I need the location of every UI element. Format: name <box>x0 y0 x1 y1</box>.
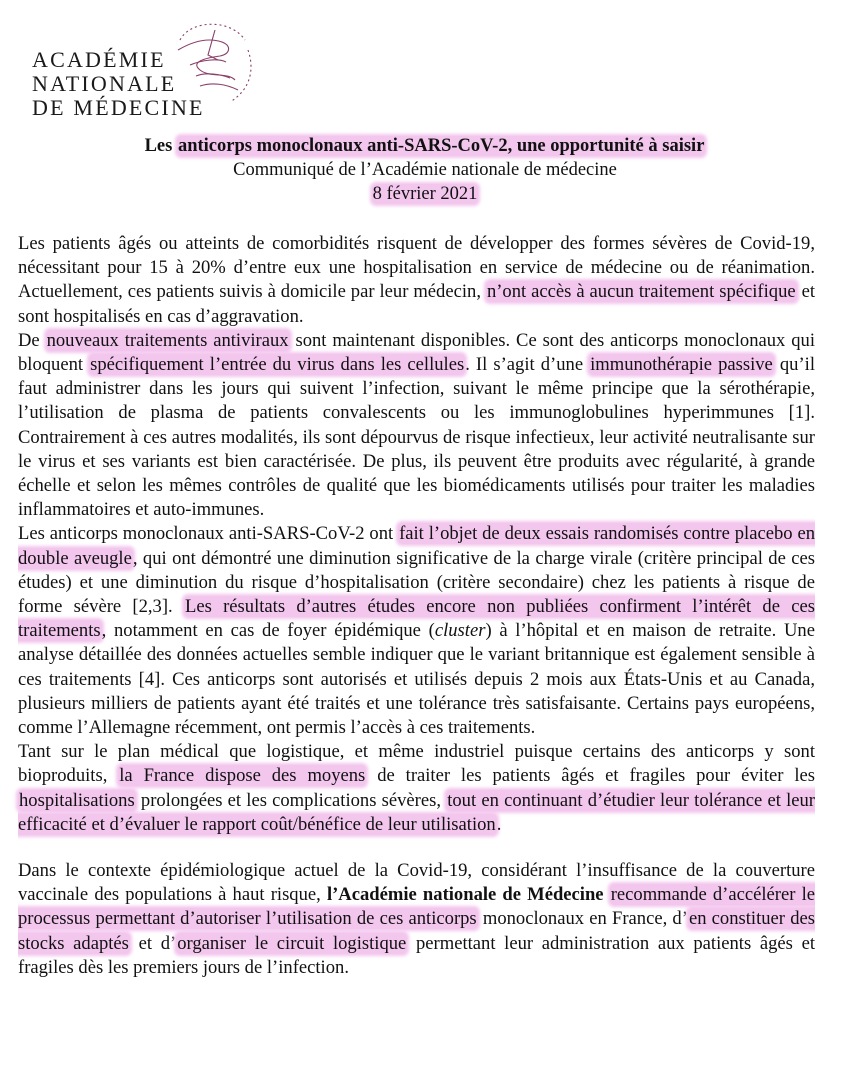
p2-segment: De <box>18 329 46 351</box>
p3-segment: fait l’objet de deux essais randomisés contre placebo en double aveugle <box>18 523 815 569</box>
p5-segment: recommande d’accélérer le processus permettant d’autoriser l’utilisation de ces anticorps <box>18 884 815 930</box>
paragraph-3 <box>18 522 815 740</box>
p5-segment: l’Académie nationale de Médecine <box>326 884 604 906</box>
document-body <box>18 232 815 980</box>
p3-segment: Les anticorps monoclonaux anti-SARS-CoV-2 ont <box>18 523 399 545</box>
p1-segment: n’ont accès à aucun traitement spécifique <box>486 281 796 303</box>
p4-segment: hospitalisations <box>19 789 135 811</box>
logo-line-2: NATIONALE <box>32 71 177 96</box>
p4-segment: la France dispose des moyens <box>119 765 366 787</box>
p4-segment: prolongées et les complications sévères, <box>135 789 447 811</box>
p3-segment: cluster <box>434 620 486 642</box>
logo-line-1: ACADÉMIE <box>32 47 166 72</box>
p2-segment: . Il s’agit d’une <box>465 354 590 376</box>
p4-segment: tout en continuant d’étudier leur tolérance et leur efficacité et d’évaluer le rapport coût/bénéfice de leur utilisation <box>18 789 815 835</box>
title-highlight: anticorps monoclonaux anti-SARS-CoV-2, une opportunité à saisir <box>177 136 705 156</box>
p5-segment: et d’ <box>129 932 177 954</box>
paragraph-2 <box>18 329 815 523</box>
p1-segment: Les patients âgés ou atteints de comorbidités risquent de développer des formes sévères de Covid-19, nécessitant pour 15 à 20% d’entre eux une hospitalisation en service de médecine ou de réanimation. Actuellement, ces patients suivis à domicile par leur médecin, <box>18 233 815 303</box>
p3-segment: ) à l’hôpital et en maison de retraite. Une analyse détaillée des données actuelles semble indiquer que le variant britannique est également sensible à ces traitements [4]. Ces anticorps sont autorisés et utilisés depuis 2 mois aux États-Unis et au Canada, plusieurs milliers de patients ayant été traités et une tolérance très satisfaisante. Certains pays européens, comme l’Allemagne récemment, ont permis l’accès à ces traitements. <box>18 620 815 739</box>
p2-segment: nouveaux traitements antiviraux <box>46 329 289 351</box>
p5-segment: monoclonaux en France, d’ <box>477 908 688 930</box>
p1-segment: et sont hospitalisés en cas d’aggravation. <box>18 281 815 327</box>
paragraph-5 <box>18 859 815 980</box>
p2-segment: qu’il faut administrer dans les jours qui suivent l’infection, suivant le même principe que la sérothérapie, l’utilisation de plasma de patients convalescents ou les immunoglobulines hyperimmunes [1]. Contrairement à ces autres modalités, ils sont dépourvus de risque infectieux, leur activité neutralisante sur le virus et ses variants est bien caractérisée. De plus, ils peuvent être produits avec régularité, à grande échelle et selon les mêmes contrôles de qualité que les biomédicaments utilisés pour traiter les maladies inflammatoires et auto-immunes. <box>18 354 815 521</box>
p3-segment: , notamment en cas de foyer épidémique ( <box>101 620 435 642</box>
document-date: 8 février 2021 <box>372 184 478 204</box>
document-title <box>0 134 850 158</box>
p5-segment: permettant leur administration aux patients âgés et fragiles dès les premiers jours de l’infection. <box>18 932 815 978</box>
p3-segment: , qui ont démontré une diminution significative de la charge virale (critère principal de ces études) et une diminution du risque d’hospitalisation (critère secondaire) chez les patients à risque de forme sévère [2,3]. <box>18 547 815 618</box>
title-prefix: Les <box>144 136 177 156</box>
paragraph-gap <box>18 837 815 859</box>
p2-segment: immunothérapie passive <box>590 354 773 376</box>
logo-line-3: DE MÉDECINE <box>32 95 205 120</box>
seal-icon <box>160 10 260 110</box>
p5-segment: Dans le contexte épidémiologique actuel de la Covid-19, considérant l’insuffisance de la couverture vaccinale des populations à haut risque, <box>18 860 815 906</box>
paragraph-4 <box>18 740 815 837</box>
p2-segment: spécifiquement l’entrée du virus dans les cellules <box>90 354 465 376</box>
p4-segment: Tant sur le plan médical que logistique, et même industriel puisque certains des anticorps y sont bioproduits, <box>18 741 815 787</box>
p2-segment: sont maintenant disponibles. Ce sont des anticorps monoclonaux qui bloquent <box>18 329 815 376</box>
p5-segment: en constituer des stocks adaptés <box>18 908 815 954</box>
document-subtitle: Communiqué de l’Académie nationale de médecine <box>233 160 617 180</box>
p5-segment <box>604 884 610 905</box>
paragraph-1 <box>18 232 815 329</box>
p4-segment: . <box>496 813 502 835</box>
document-header <box>0 134 850 206</box>
p5-segment: organiser le circuit logistique <box>177 932 407 954</box>
p4-segment: de traiter les patients âgés et fragiles pour éviter les <box>366 765 816 787</box>
academy-logo <box>32 10 262 120</box>
p3-segment: Les résultats d’autres études encore non publiées confirment l’intérêt de ces traitements <box>18 596 815 642</box>
